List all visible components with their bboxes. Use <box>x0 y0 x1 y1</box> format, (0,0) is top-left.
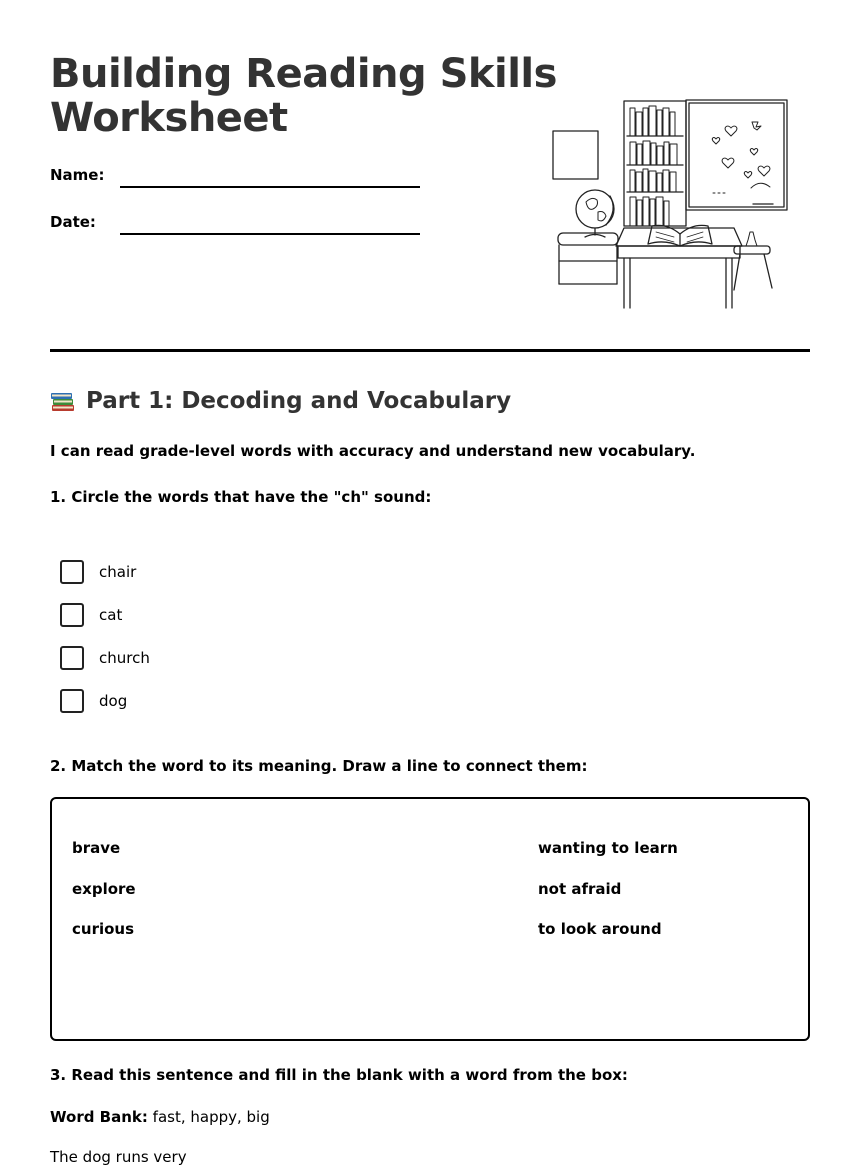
option-dog[interactable] <box>60 679 150 722</box>
word-bank <box>50 1108 270 1126</box>
option-label: church <box>99 648 150 667</box>
worksheet-title <box>50 52 557 140</box>
option-label: chair <box>99 562 137 581</box>
learning-objective: I can read grade-level words with accuracy and understand new vocabulary. <box>50 442 696 460</box>
classroom-illustration <box>548 96 792 310</box>
option-chair[interactable] <box>60 550 150 593</box>
checkbox[interactable] <box>60 646 84 670</box>
checkbox[interactable] <box>60 603 84 627</box>
question-1-options <box>60 550 150 722</box>
match-meaning[interactable]: wanting to learn <box>538 839 678 857</box>
word-bank-words: fast, happy, big <box>152 1108 270 1126</box>
date-label: Date: <box>50 213 96 231</box>
match-meanings <box>538 839 678 961</box>
match-meaning[interactable]: not afraid <box>538 879 622 898</box>
section-divider <box>50 349 810 352</box>
books-icon <box>50 388 76 414</box>
question-3-prompt: 3. Read this sentence and fill in the blank with a word from the box: <box>50 1066 628 1084</box>
match-word[interactable]: curious <box>72 920 135 938</box>
title-line-2: Worksheet <box>50 95 288 141</box>
name-label: Name: <box>50 166 105 184</box>
section-1-title <box>50 388 511 414</box>
question-1-prompt: 1. Circle the words that have the "ch" sound: <box>50 488 432 506</box>
match-words <box>72 839 136 961</box>
date-field[interactable] <box>120 233 420 235</box>
match-word[interactable]: brave <box>72 839 121 857</box>
checkbox[interactable] <box>60 560 84 584</box>
match-word[interactable]: explore <box>72 879 136 898</box>
option-label: dog <box>99 691 128 710</box>
checkbox[interactable] <box>60 689 84 713</box>
fill-in-sentence: The dog runs very <box>50 1148 187 1166</box>
question-2-prompt: 2. Match the word to its meaning. Draw a line to connect them: <box>50 757 588 775</box>
option-label: cat <box>99 605 123 624</box>
title-line-1: Building Reading Skills <box>50 51 557 97</box>
match-meaning[interactable]: to look around <box>538 920 662 938</box>
option-church[interactable] <box>60 636 150 679</box>
option-cat[interactable] <box>60 593 150 636</box>
name-field[interactable] <box>120 186 420 188</box>
word-bank-label: Word Bank: <box>50 1108 148 1126</box>
section-1-title-text: Part 1: Decoding and Vocabulary <box>86 388 512 414</box>
matching-box[interactable] <box>50 797 810 1041</box>
